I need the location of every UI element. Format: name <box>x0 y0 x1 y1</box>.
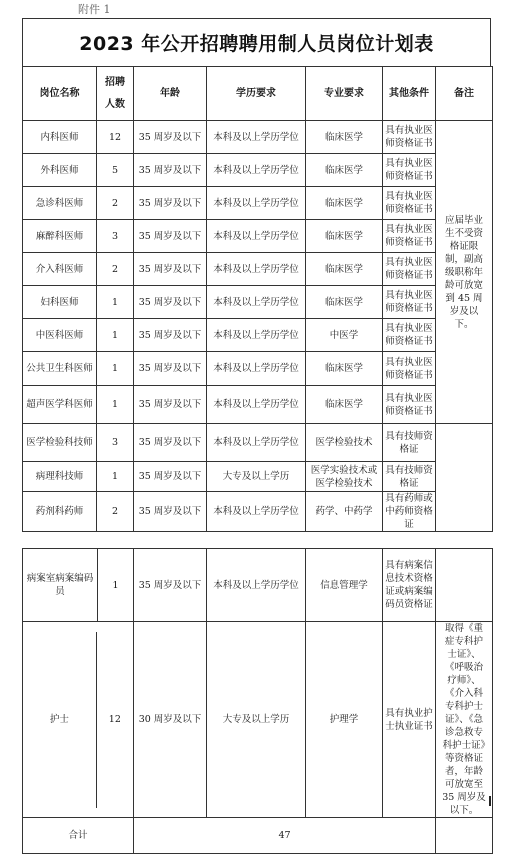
cell-education: 本科及以上学历学位 <box>207 424 306 462</box>
cell-major: 临床医学 <box>306 220 383 253</box>
cell-position: 药剂科药师 <box>23 492 97 532</box>
cell-count: 1 <box>97 319 134 352</box>
positions-table <box>22 66 493 532</box>
cell-other: 具有药师或中药师资格证 <box>383 492 436 532</box>
cell-education: 大专及以上学历 <box>207 462 306 492</box>
cell-age: 35 周岁及以下 <box>134 424 207 462</box>
cell-count: 12 <box>108 714 121 725</box>
cell-remark-empty <box>436 424 493 532</box>
header-education: 学历要求 <box>207 67 306 121</box>
table-row <box>23 319 493 352</box>
cell-position-count <box>23 622 134 818</box>
header-other: 其他条件 <box>383 67 436 121</box>
cell-education: 本科及以上学历学位 <box>207 319 306 352</box>
cell-count: 2 <box>97 253 134 286</box>
header-remark: 备注 <box>436 67 493 121</box>
table-row <box>23 462 493 492</box>
cell-major: 药学、中药学 <box>306 492 383 532</box>
cell-age: 35 周岁及以下 <box>134 253 207 286</box>
attachment-label: 附件 1 <box>78 3 111 16</box>
cell-position: 急诊科医师 <box>23 187 97 220</box>
table-header-row <box>23 67 493 121</box>
cell-education: 本科及以上学历学位 <box>207 549 306 622</box>
cell-age: 35 周岁及以下 <box>134 462 207 492</box>
header-age: 年龄 <box>134 67 207 121</box>
cell-other: 具有执业医师资格证书 <box>383 187 436 220</box>
table-row <box>23 386 493 424</box>
cell-position: 医学检验科技师 <box>23 424 97 462</box>
table-row <box>23 187 493 220</box>
cell-education: 本科及以上学历学位 <box>207 286 306 319</box>
cell-age: 35 周岁及以下 <box>134 187 207 220</box>
cell-position-count <box>23 549 134 622</box>
cell-count: 12 <box>97 121 134 154</box>
table-row <box>23 424 493 462</box>
cell-education: 本科及以上学历学位 <box>207 352 306 386</box>
cell-count: 1 <box>97 286 134 319</box>
cell-position: 麻醉科医师 <box>23 220 97 253</box>
cell-major: 临床医学 <box>306 253 383 286</box>
cell-education: 本科及以上学历学位 <box>207 121 306 154</box>
cell-position: 超声医学科医师 <box>23 386 97 424</box>
cell-position: 病理科技师 <box>23 462 97 492</box>
header-recruit-top: 招聘 <box>105 76 125 88</box>
cell-age: 35 周岁及以下 <box>134 154 207 187</box>
cell-count: 2 <box>97 187 134 220</box>
cell-position: 公共卫生科医师 <box>23 352 97 386</box>
page-title: 2023 年公开招聘聘用制人员岗位计划表 <box>79 33 434 55</box>
cell-other: 具有执业医师资格证书 <box>383 352 436 386</box>
cell-count: 1 <box>97 386 134 424</box>
cell-other: 具有执业护士执业证书 <box>383 622 436 818</box>
cell-age: 30 周岁及以下 <box>134 622 207 818</box>
header-recruit-count <box>97 67 134 121</box>
cell-remark-doctors: 应届毕业生不受资格证限制，副高级职称年龄可放宽到 45 周岁及以下。 <box>436 121 493 424</box>
cell-major: 临床医学 <box>306 154 383 187</box>
cell-position: 病案室病案编码员 <box>23 549 98 621</box>
cell-count: 5 <box>97 154 134 187</box>
cell-age: 35 周岁及以下 <box>134 319 207 352</box>
cell-major: 临床医学 <box>306 187 383 220</box>
positions-table-continued <box>22 548 493 854</box>
cell-other: 具有执业医师资格证书 <box>383 319 436 352</box>
total-row <box>23 818 493 854</box>
cell-other: 具有技师资格证 <box>383 462 436 492</box>
table-row <box>23 352 493 386</box>
cell-education: 本科及以上学历学位 <box>207 386 306 424</box>
table-row <box>23 492 493 532</box>
header-recruit-bottom: 人数 <box>105 98 125 110</box>
cell-remark: 取得《重症专科护士证》、《呼吸治疗师》、《介入科专科护士证》、《急诊急救专科护士证》等资格证者，年龄可放宽至 35 周岁及以下。 <box>436 622 493 818</box>
cell-age: 35 周岁及以下 <box>134 549 207 622</box>
cell-major: 医学实验技术或医学检验技术 <box>306 462 383 492</box>
total-remark <box>436 818 493 854</box>
cell-other: 具有技师资格证 <box>383 424 436 462</box>
table-row <box>23 286 493 319</box>
cell-age: 35 周岁及以下 <box>134 386 207 424</box>
cell-age: 35 周岁及以下 <box>134 220 207 253</box>
cell-education: 本科及以上学历学位 <box>207 154 306 187</box>
cell-age: 35 周岁及以下 <box>134 492 207 532</box>
total-value: 47 <box>134 818 436 854</box>
cell-other: 具有病案信息技术资格证或病案编码员资格证 <box>383 549 436 622</box>
cell-major: 临床医学 <box>306 121 383 154</box>
header-major: 专业要求 <box>306 67 383 121</box>
cell-major: 中医学 <box>306 319 383 352</box>
edge-mark <box>489 796 491 806</box>
cell-major: 临床医学 <box>306 286 383 319</box>
cell-education: 本科及以上学历学位 <box>207 187 306 220</box>
title-box <box>22 18 491 66</box>
cell-age: 35 周岁及以下 <box>134 121 207 154</box>
table-row <box>23 154 493 187</box>
header-position: 岗位名称 <box>23 67 97 121</box>
cell-count: 1 <box>97 352 134 386</box>
cell-position: 中医科医师 <box>23 319 97 352</box>
table-row <box>23 121 493 154</box>
cell-other: 具有执业医师资格证书 <box>383 121 436 154</box>
cell-other: 具有执业医师资格证书 <box>383 220 436 253</box>
cell-education: 大专及以上学历 <box>207 622 306 818</box>
cell-major: 临床医学 <box>306 386 383 424</box>
cell-count: 1 <box>112 579 119 591</box>
cell-age: 35 周岁及以下 <box>134 352 207 386</box>
cell-other: 具有执业医师资格证书 <box>383 253 436 286</box>
cell-education: 本科及以上学历学位 <box>207 253 306 286</box>
table-row <box>23 622 493 818</box>
cell-position: 妇科医师 <box>23 286 97 319</box>
cell-major: 临床医学 <box>306 352 383 386</box>
cell-education: 本科及以上学历学位 <box>207 492 306 532</box>
cell-position: 护士 <box>23 632 97 808</box>
cell-remark <box>436 549 493 622</box>
cell-other: 具有执业医师资格证书 <box>383 154 436 187</box>
table-row <box>23 220 493 253</box>
cell-count: 3 <box>97 220 134 253</box>
cell-age: 35 周岁及以下 <box>134 286 207 319</box>
cell-other: 具有执业医师资格证书 <box>383 286 436 319</box>
cell-major: 护理学 <box>306 622 383 818</box>
cell-count: 1 <box>97 462 134 492</box>
cell-education: 本科及以上学历学位 <box>207 220 306 253</box>
cell-position: 介入科医师 <box>23 253 97 286</box>
cell-major: 信息管理学 <box>306 549 383 622</box>
cell-position: 外科医师 <box>23 154 97 187</box>
cell-position: 内科医师 <box>23 121 97 154</box>
cell-count: 3 <box>97 424 134 462</box>
cell-major: 医学检验技术 <box>306 424 383 462</box>
cell-other: 具有执业医师资格证书 <box>383 386 436 424</box>
total-label: 合计 <box>23 818 134 854</box>
table-row <box>23 253 493 286</box>
cell-count: 2 <box>97 492 134 532</box>
table-row <box>23 549 493 622</box>
